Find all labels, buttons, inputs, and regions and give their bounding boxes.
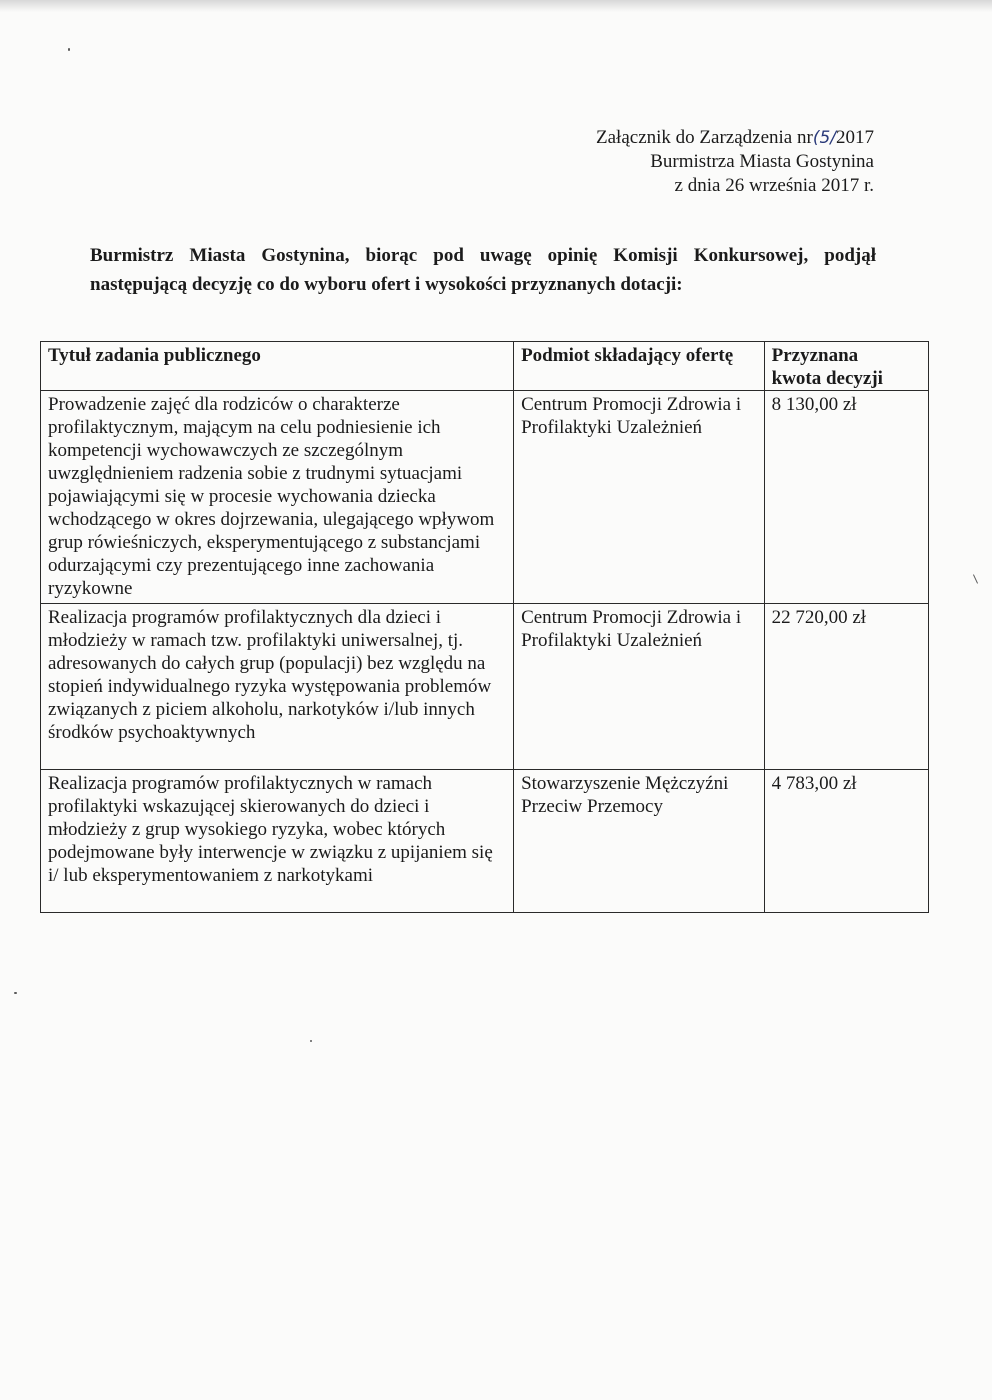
attachment-header-prefix: Załącznik do Zarządzenia nr	[596, 127, 813, 148]
attachment-header-line-1	[596, 126, 874, 150]
task-title-cell: Realizacja programów profilaktycznych w ramach profilaktyki wskazującej skierowanych do dzieci i młodzieży z grup wysokiego ryzyka, wobec których podejmowane były interwencje w związku z upijaniem się i/ lub eksperymentowaniem z narkotykami	[41, 770, 514, 913]
attachment-header-line-2: Burmistrza Miasta Gostynina	[650, 151, 874, 172]
table-row	[41, 391, 929, 604]
organization-cell: Centrum Promocji Zdrowia i Profilaktyki Uzależnień	[514, 391, 765, 604]
scan-speck	[14, 992, 17, 994]
header-amount-line-1: Przyznana	[771, 345, 859, 366]
header-organization: Podmiot składający ofertę	[514, 342, 765, 391]
header-amount-line-2: kwota decyzji	[771, 368, 883, 389]
scan-top-edge	[0, 0, 992, 12]
grants-table-header-row	[41, 342, 929, 391]
task-title-cell: Prowadzenie zajęć dla rodziców o charakterze profilaktycznym, mającym na celu podniesienie ich kompetencji wychowawczych ze szczególnym uwzględnieniem radzenia sobie z trudnymi sytuacjami pojawiającymi się w procesie wychowania dziecka wchodzącego w okres dojrzewania, ulegającego wpływom grup rówieśniczych, eksperymentującego z substancjami odurzającymi czy prezentującego inne zachowania ryzykowne	[41, 391, 514, 604]
scan-speck	[68, 48, 70, 51]
attachment-header	[596, 126, 874, 198]
attachment-header-year: 2017	[836, 127, 874, 148]
organization-cell: Stowarzyszenie Mężczyźni Przeciw Przemocy	[514, 770, 765, 913]
attachment-header-line-3: z dnia 26 września 2017 r.	[674, 175, 874, 196]
header-task-title: Tytuł zadania publicznego	[41, 342, 514, 391]
scan-speck	[310, 1040, 312, 1042]
header-amount	[764, 342, 928, 391]
grants-table	[40, 341, 929, 913]
scan-speck	[973, 574, 978, 583]
organization-cell: Centrum Promocji Zdrowia i Profilaktyki Uzależnień	[514, 604, 765, 770]
amount-cell: 8 130,00 zł	[764, 391, 928, 604]
amount-cell: 22 720,00 zł	[764, 604, 928, 770]
table-row	[41, 604, 929, 770]
handwritten-ordinance-number: (5/	[812, 128, 836, 148]
decision-intro: Burmistrz Miasta Gostynina, biorąc pod uwagę opinię Komisji Konkursowej, podjął następującą decyzję co do wyboru ofert i wysokości przyznanych dotacji:	[90, 245, 876, 295]
task-title-cell: Realizacja programów profilaktycznych dla dzieci i młodzieży w ramach tzw. profilaktyki uniwersalnej, tj. adresowanych do całych grup (populacji) bez względu na stopień indywidualnego ryzyka występowania problemów związanych z piciem alkoholu, narkotyków i/lub innych środków psychoaktywnych	[41, 604, 514, 770]
table-row	[41, 770, 929, 913]
amount-cell: 4 783,00 zł	[764, 770, 928, 913]
